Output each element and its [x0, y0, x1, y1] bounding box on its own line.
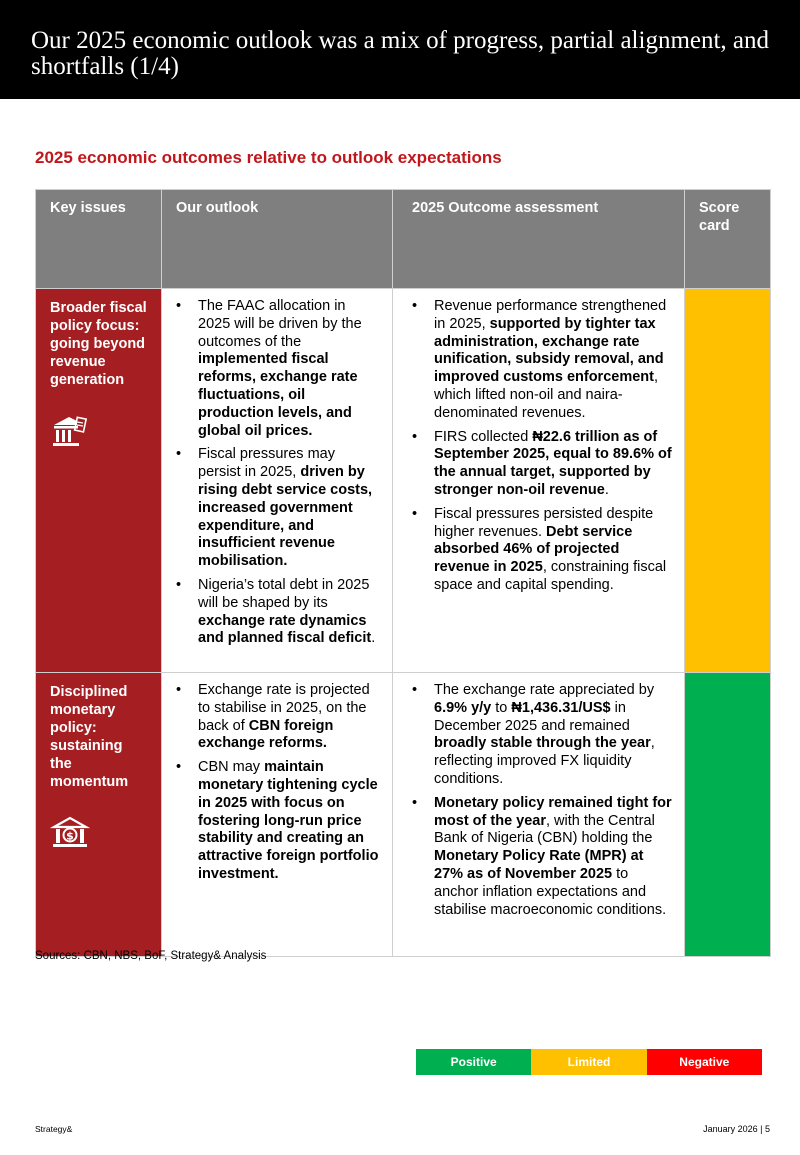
assessment-list	[412, 682, 672, 919]
list-item: • Monetary policy remained tight for most of the year, with the Central Bank of Nigeria (CBN) holding the Monetary Policy Rate (MPR) at 27% as of November 2025 to anchor inflation expectations and stabilise macroeconomic conditions.	[412, 795, 672, 920]
list-item: • The exchange rate appreciated by 6.9% y/y to ₦1,436.31/US$ in December 2025 and remained broadly stable through the year, reflecting improved FX liquidity conditions.	[412, 682, 672, 789]
title-bar	[0, 0, 800, 99]
list-item: • The FAAC allocation in 2025 will be driven by the outcomes of the implemented fiscal reforms, exchange rate fluctuations, oil production levels, and global oil prices.	[176, 298, 380, 440]
list-item: • Revenue performance strengthened in 2025, supported by tighter tax administration, exchange rate unification, subsidy removal, and improved customs enforcement, which lifted non-oil and naira-denominated revenues.	[412, 298, 672, 423]
list-item: • Fiscal pressures persisted despite higher revenues. Debt service absorbed 46% of projected revenue in 2025, constraining fiscal space and capital spending.	[412, 506, 672, 595]
list-item: • Fiscal pressures may persist in 2025, driven by rising debt service costs, increased government expenditure, and insufficient revenue mobilisation.	[176, 446, 380, 571]
table-row	[36, 289, 771, 673]
key-issue-cell	[36, 673, 162, 957]
government-building-icon	[50, 413, 90, 449]
score-card-limited	[685, 289, 771, 673]
header-assessment: 2025 Outcome assessment	[393, 190, 685, 289]
page-title: Our 2025 economic outlook was a mix of progress, partial alignment, and shortfalls (1/4)	[31, 27, 770, 80]
key-issue-label: Broader fiscal policy focus: going beyond revenue generation	[50, 300, 147, 388]
list-item: • CBN may maintain monetary tightening cycle in 2025 with focus on fostering long-run price stability and creating an attractive foreign portfolio investment.	[176, 759, 380, 884]
central-bank-icon	[50, 815, 90, 851]
header-key-issues: Key issues	[36, 190, 162, 289]
list-item: • Nigeria’s total debt in 2025 will be shaped by its exchange rate dynamics and planned fiscal deficit.	[176, 577, 380, 648]
legend-positive: Positive	[416, 1049, 531, 1075]
header-score-card: Score card	[685, 190, 771, 289]
table-header-row	[36, 190, 771, 289]
score-card-positive	[685, 673, 771, 957]
legend-limited: Limited	[531, 1049, 646, 1075]
legend-negative: Negative	[647, 1049, 762, 1075]
header-our-outlook: Our outlook	[162, 190, 393, 289]
list-item: • FIRS collected ₦22.6 trillion as of September 2025, equal to 89.6% of the annual target, supported by stronger non-oil revenue.	[412, 429, 672, 500]
svg-text:$: $	[66, 829, 74, 843]
section-subtitle: 2025 economic outcomes relative to outlook expectations	[35, 148, 502, 167]
outlook-list	[176, 298, 380, 648]
footer-brand: Strategy&	[35, 1124, 73, 1134]
outlook-table	[35, 189, 771, 957]
assessment-list	[412, 298, 672, 595]
score-legend	[416, 1049, 762, 1075]
assessment-cell	[393, 673, 685, 957]
list-item: • Exchange rate is projected to stabilise in 2025, on the back of CBN foreign exchange reforms.	[176, 682, 380, 753]
footer-page-info: January 2026 | 5	[703, 1124, 770, 1134]
key-issue-cell	[36, 289, 162, 673]
key-issue-label: Disciplined monetary policy: sustaining the momentum	[50, 684, 129, 790]
table-row	[36, 673, 771, 957]
outlook-cell	[162, 673, 393, 957]
outlook-cell	[162, 289, 393, 673]
assessment-cell	[393, 289, 685, 673]
sources-note: Sources: CBN, NBS, BoF, Strategy& Analysis	[35, 950, 267, 962]
outlook-list	[176, 682, 380, 884]
